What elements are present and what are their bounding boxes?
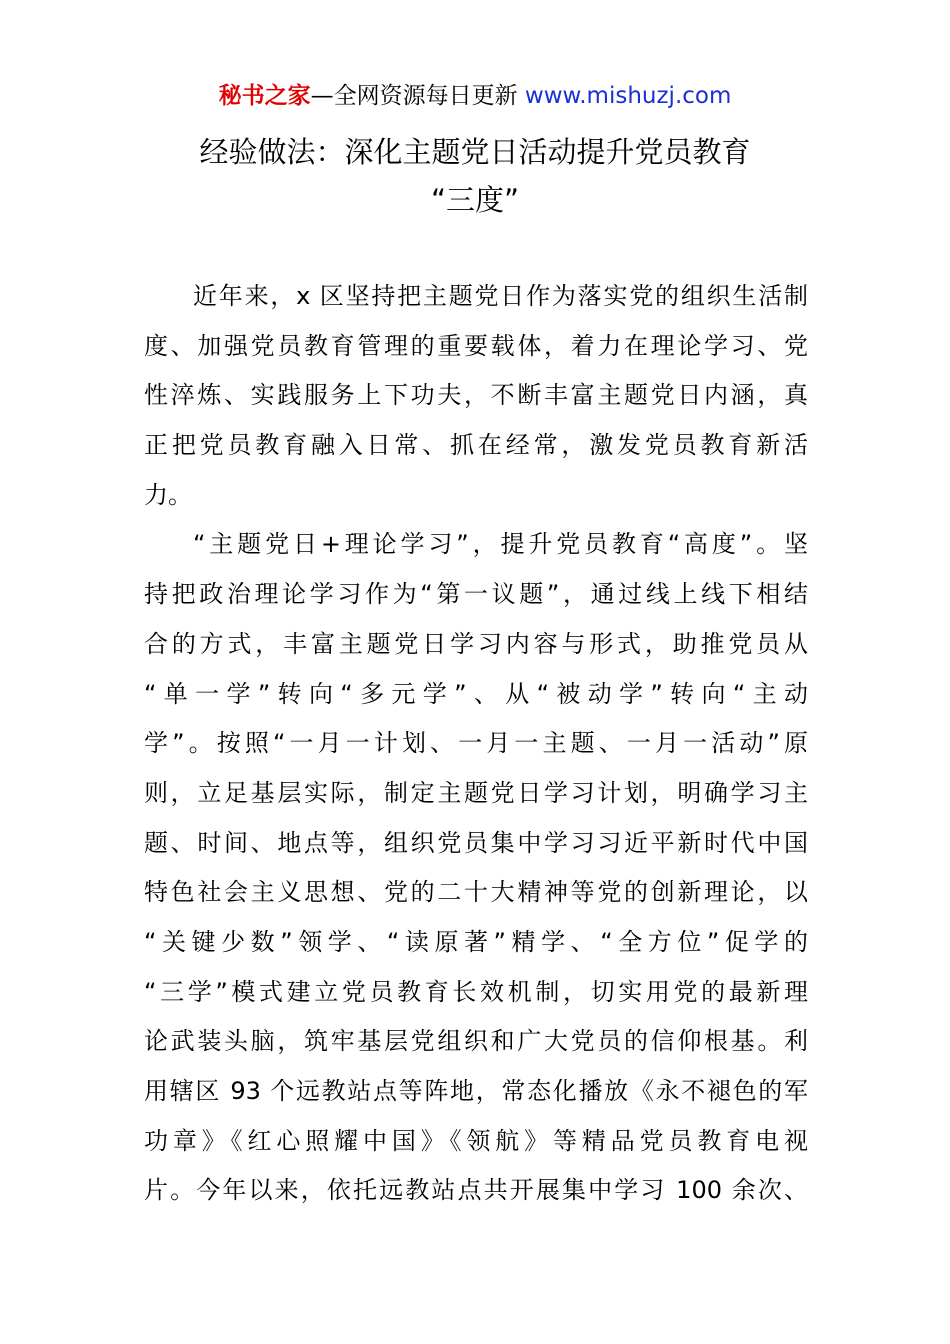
text-line: 性淬炼、实践服务上下功夫，不断丰富主题党日内涵，真	[144, 381, 808, 410]
paragraph	[144, 272, 808, 520]
text-line: 学”。按照“一月一计划、一月一主题、一月一活动”原	[144, 729, 808, 758]
text-line: 特色社会主义思想、党的二十大精神等党的创新理论，以	[144, 878, 808, 907]
title-line: 经验做法：深化主题党日活动提升党员教育	[199, 135, 751, 169]
site-tagline: —全网资源每日更新	[310, 83, 525, 109]
text-line: “单一学”转向“多元学”、从“被动学”转向“主动	[144, 679, 808, 708]
site-header	[0, 80, 950, 112]
text-line: 正把党员教育融入日常、抓在经常，激发党员教育新活	[144, 431, 808, 460]
text-line: “三学”模式建立党员教育长效机制，切实用党的最新理	[144, 977, 808, 1006]
text-line: 力。	[144, 480, 192, 509]
site-brand: 秘书之家	[218, 83, 311, 109]
text-line: 用辖区 93 个远教站点等阵地，常态化播放《永不褪色的军	[144, 1077, 808, 1105]
text-line: 论武装头脑，筑牢基层党组织和广大党员的信仰根基。利	[144, 1027, 808, 1056]
text-line: “关键少数”领学、“读原著”精学、“全方位”促学的	[144, 927, 808, 956]
text-line: 片。今年以来，依托远教站点共开展集中学习 100 余次、	[144, 1176, 808, 1205]
document-title	[0, 128, 950, 224]
text-line: 近年来，x 区坚持把主题党日作为落实党的组织生活制	[193, 282, 808, 310]
text-line: 则，立足基层实际，制定主题党日学习计划，明确学习主	[144, 778, 808, 807]
text-line: “主题党日+理论学习”，提升党员教育“高度”。坚	[193, 530, 808, 559]
title-line: “三度”	[430, 183, 520, 217]
text-line: 题、时间、地点等，组织党员集中学习习近平新时代中国	[144, 828, 808, 857]
text-line: 度、加强党员教育管理的重要载体，着力在理论学习、党	[144, 331, 808, 360]
text-line: 功章》《红心照耀中国》《领航》等精品党员教育电视	[144, 1126, 808, 1155]
document-body	[144, 272, 808, 1216]
text-line: 持把政治理论学习作为“第一议题”，通过线上线下相结	[144, 580, 808, 609]
text-line: 合的方式，丰富主题党日学习内容与形式，助推党员从	[144, 629, 808, 658]
site-url-link[interactable]: www.mishuzj.com	[524, 83, 732, 109]
paragraph	[144, 520, 808, 1216]
